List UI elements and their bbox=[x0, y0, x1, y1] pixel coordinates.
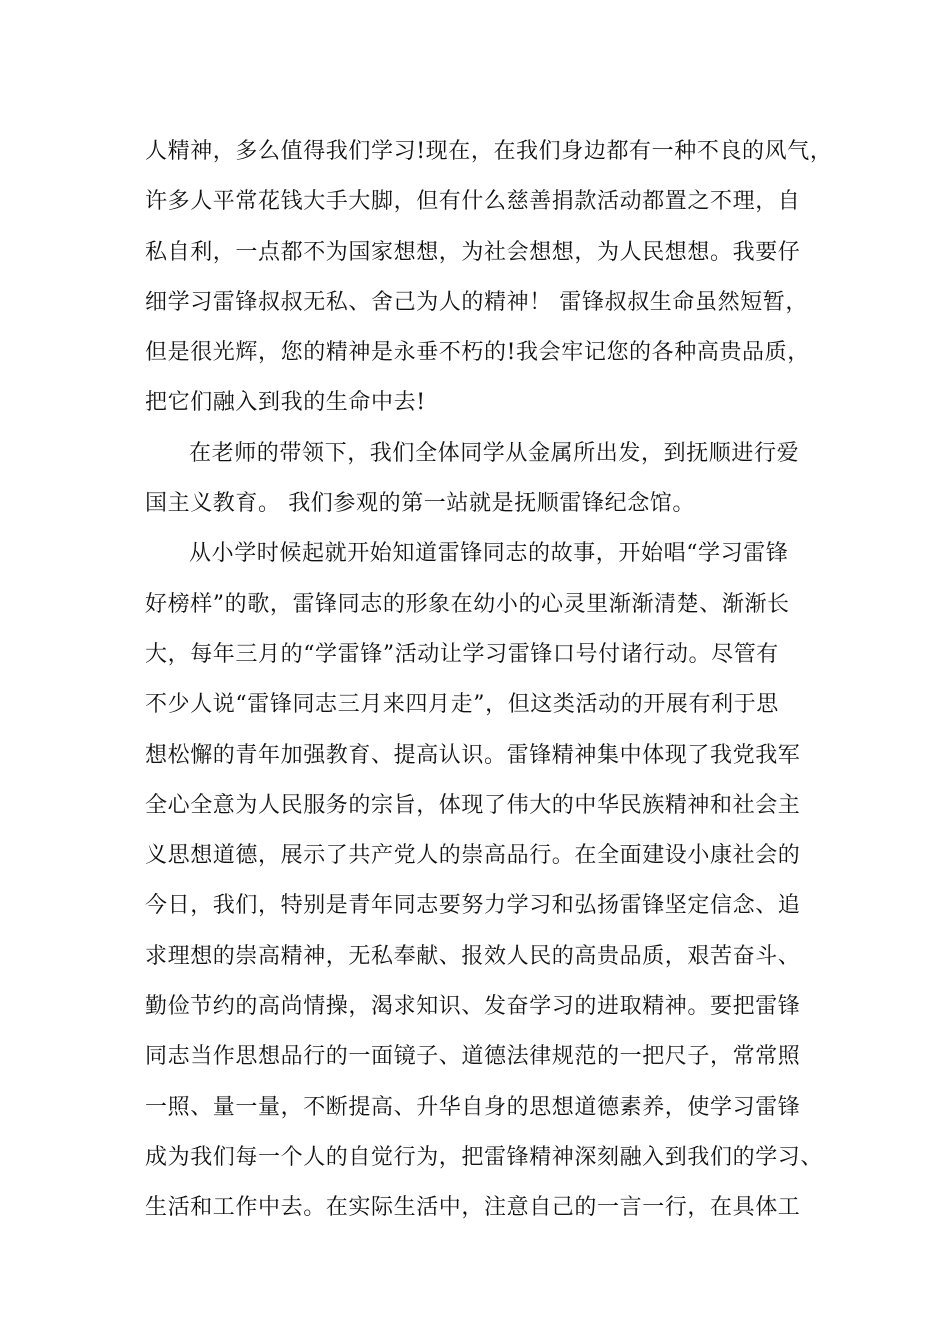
text-line: 好榜样”的歌，雷锋同志的形象在幼小的心灵里渐渐清楚、渐渐长 bbox=[145, 591, 790, 617]
paragraph bbox=[145, 429, 835, 530]
text-line: 把它们融入到我的生命中去! bbox=[145, 390, 426, 416]
text-line: 许多人平常花钱大手大脚，但有什么慈善捐款活动都置之不理，自 bbox=[145, 189, 801, 215]
text-line: 勤俭节约的高尚情操，渴求知识、发奋学习的进取精神。要把雷锋 bbox=[145, 994, 801, 1020]
text-line: 从小学时候起就开始知道雷锋同志的故事，开始唱“学习雷锋 bbox=[189, 541, 789, 567]
paragraph bbox=[145, 529, 835, 1233]
text-line: 义思想道德，展示了共产党人的崇高品行。在全面建设小康社会的 bbox=[145, 843, 801, 869]
text-line: 细学习雷锋叔叔无私、舍己为人的精神！ 雷锋叔叔生命虽然短暂， bbox=[145, 289, 808, 315]
text-line: 一照、量一量，不断提高、升华自身的思想道德素养，使学习雷锋 bbox=[145, 1094, 801, 1120]
text-line: 国主义教育。 我们参观的第一站就是抚顺雷锋纪念馆。 bbox=[145, 491, 695, 517]
text-line: 同志当作思想品行的一面镜子、道德法律规范的一把尺子，常常照 bbox=[145, 1044, 801, 1070]
text-line: 人精神，多么值得我们学习!现在，在我们身边都有一种不良的风气， bbox=[145, 139, 833, 164]
text-line: 今日，我们，特别是青年同志要努力学习和弘扬雷锋坚定信念、追 bbox=[145, 893, 801, 919]
text-line: 想松懈的青年加强教育、提高认识。雷锋精神集中体现了我党我军 bbox=[145, 742, 801, 768]
text-line: 私自利，一点都不为国家想想，为社会想想，为人民想想。我要仔 bbox=[145, 239, 801, 265]
text-line: 但是很光辉，您的精神是永垂不朽的!我会牢记您的各种高贵品质， bbox=[145, 340, 810, 366]
text-line: 求理想的崇高精神，无私奉献、报效人民的高贵品质，艰苦奋斗、 bbox=[145, 943, 801, 969]
text-line: 不少人说“雷锋同志三月来四月走”，但这类活动的开展有利于思 bbox=[145, 692, 779, 718]
text-line: 生活和工作中去。在实际生活中，注意自己的一言一行，在具体工 bbox=[145, 1195, 801, 1221]
text-line: 全心全意为人民服务的宗旨，体现了伟大的中华民族精神和社会主 bbox=[145, 792, 801, 818]
text-line: 大，每年三月的“学雷锋”活动让学习雷锋口号付诸行动。尽管有 bbox=[145, 641, 779, 667]
text-line: 在老师的带领下，我们全体同学从金属所出发，到抚顺进行爱 bbox=[189, 440, 800, 466]
body-text bbox=[145, 127, 835, 1234]
paragraph bbox=[145, 127, 835, 429]
text-line: 成为我们每一个人的自觉行为，把雷锋精神深刻融入到我们的学习、 bbox=[145, 1144, 824, 1170]
